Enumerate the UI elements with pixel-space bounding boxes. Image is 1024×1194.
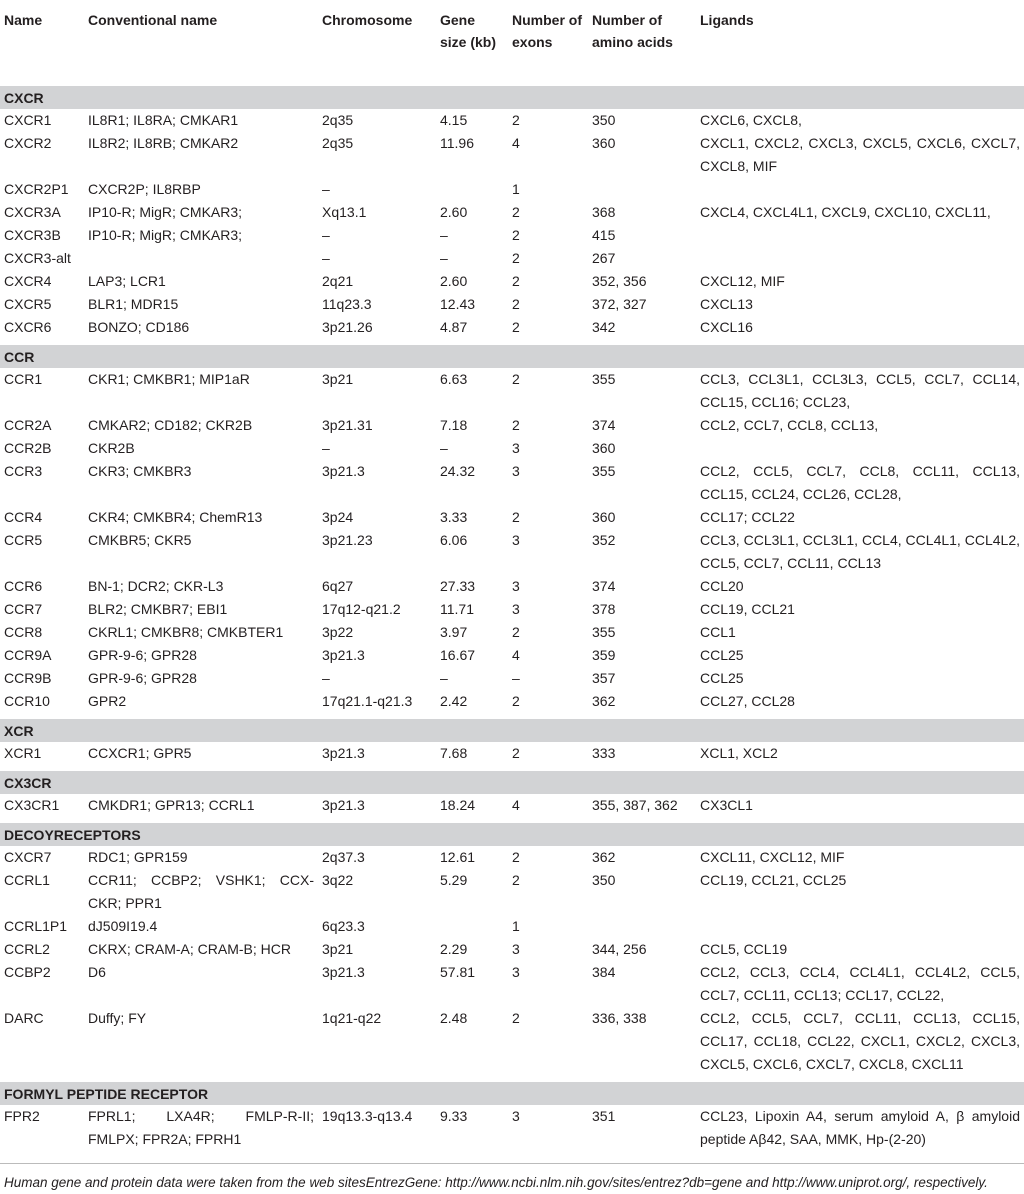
ligands-cell [696,437,1024,460]
gene-size-cell: 18.24 [440,796,476,813]
group-header-row [0,768,1024,794]
exons-cell: 3 [508,1105,588,1164]
amino-acids-cell [588,915,696,938]
table-row [0,460,1024,506]
conventional-name-cell [84,247,318,270]
name-cell: CCR4 [4,508,43,525]
exons-cell: 3 [512,963,520,980]
chromosome-cell: 3p21.26 [322,318,373,335]
amino-acids-cell: 350 [592,111,616,128]
chromosome-cell: 2q21 [322,272,354,289]
amino-acids-cell: 355 [592,623,616,640]
conventional-name-cell: IL8R2; IL8RB; CMKAR2 [88,134,239,151]
group-header-row [0,716,1024,742]
chromosome-cell: 3p24 [322,508,354,525]
ligands-cell: CCL2, CCL3, CCL4, CCL4L1, CCL4L2, CCL5, CCL7, CCL11, CCL13; CCL17, CCL22, [700,963,1020,1003]
conventional-name-cell: CKR3; CMKBR3 [88,462,192,479]
gene-size-cell: 3.97 [440,623,468,640]
gene-size-cell: 5.29 [440,871,468,888]
chromosome-cell: 2q35 [322,134,354,151]
header-chromosome: Chromosome [318,0,436,82]
exons-cell: – [512,669,520,686]
conventional-name-cell: CCXCR1; GPR5 [88,744,192,761]
table-row [0,598,1024,621]
table-row [0,224,1024,247]
exons-cell: 2 [512,871,520,888]
amino-acids-cell: 384 [592,963,616,980]
conventional-name-cell: dJ509I19.4 [88,917,158,934]
ligands-cell: CXCL11, CXCL12, MIF [700,848,845,865]
chromosome-cell: – [322,249,330,266]
table-row [0,437,1024,460]
group-title: XCR [0,716,1024,742]
ligands-cell: CCL23, Lipoxin A4, serum amyloid A, β amyloid peptide Aβ42, SAA, MMK, Hp-(2-20) [696,1105,1024,1164]
conventional-name-cell: BONZO; CD186 [88,318,190,335]
exons-cell: 2 [512,508,520,525]
exons-cell: 2 [512,318,520,335]
chromosome-cell: – [322,180,330,197]
ligands-cell: CCL17; CCL22 [700,508,795,525]
chromosome-cell: 3p21.3 [322,963,365,980]
gene-size-cell: – [440,249,448,266]
ligands-cell: CCL20 [700,577,744,594]
amino-acids-cell [588,178,696,201]
amino-acids-cell: 360 [592,439,616,456]
chromosome-cell: 2q37.3 [322,848,365,865]
name-cell: CCBP2 [4,963,51,980]
gene-size-cell: 6.63 [440,370,468,387]
name-cell: CX3CR1 [4,796,60,813]
amino-acids-cell: 372, 327 [592,295,647,312]
chromosome-cell: 19q13.3-q13.4 [318,1105,436,1164]
group-title: CCR [0,342,1024,368]
group-title: CX3CR [0,768,1024,794]
chromosome-cell: 3p21 [322,940,354,957]
amino-acids-cell: 362 [592,848,616,865]
ligands-cell: CXCL1, CXCL2, CXCL3, CXCL5, CXCL6, CXCL7, CXCL8, MIF [700,134,1020,174]
conventional-name-cell: RDC1; GPR159 [88,848,188,865]
gene-size-cell: 4.15 [440,111,468,128]
amino-acids-cell: 360 [592,134,616,151]
name-cell: CCRL1 [4,871,50,888]
amino-acids-cell: 333 [592,744,616,761]
ligands-cell: CXCL12, MIF [700,272,785,289]
ligands-cell: CCL19, CCL21 [700,600,795,617]
chromosome-cell: 3p22 [322,623,354,640]
header-ligands: Ligands [696,0,1024,82]
name-cell: CCR1 [4,370,43,387]
chromosome-cell: 1q21-q22 [322,1009,382,1026]
table-row [0,621,1024,644]
ligands-cell: CXCL13 [700,295,753,312]
name-cell: DARC [4,1009,44,1026]
gene-size-cell: 4.87 [440,318,468,335]
table-row [0,506,1024,529]
conventional-name-cell: GPR-9-6; GPR28 [88,646,197,663]
exons-cell: 1 [512,917,520,934]
name-cell: XCR1 [4,744,42,761]
conventional-name-cell: IP10-R; MigR; CMKAR3; [88,203,243,220]
gene-size-cell: 24.32 [440,462,476,479]
gene-size-cell: 2.48 [440,1009,468,1026]
gene-size-cell: 3.33 [440,508,468,525]
table-row [0,368,1024,414]
chromosome-cell: 11q23.3 [322,295,372,312]
gene-size-cell: – [440,669,448,686]
name-cell: CXCR4 [4,272,52,289]
amino-acids-cell: 357 [592,669,616,686]
gene-size-cell: 7.68 [440,744,468,761]
table-row [0,201,1024,224]
table-row [0,915,1024,938]
chromosome-cell: 17q21.1-q21.3 [322,692,413,709]
conventional-name-cell: IP10-R; MigR; CMKAR3; [88,226,243,243]
table-row [0,247,1024,270]
conventional-name-cell: CXCR2P; IL8RBP [88,180,201,197]
exons-cell: 2 [512,692,520,709]
exons-cell: 2 [512,203,520,220]
name-cell: CCR3 [4,462,43,479]
conventional-name-cell: D6 [88,963,106,980]
gene-size-cell: 7.18 [440,416,468,433]
conventional-name-cell: CKRX; CRAM-A; CRAM-B; HCR [88,940,292,957]
name-cell: CCR7 [4,600,43,617]
exons-cell: 2 [512,226,520,243]
table-row [0,644,1024,667]
gene-size-cell: 12.61 [440,848,476,865]
exons-cell: 1 [512,180,520,197]
chromosome-cell: 3p21.3 [322,646,365,663]
conventional-name-cell: BN-1; DCR2; CKR-L3 [88,577,224,594]
amino-acids-cell: 415 [592,226,616,243]
amino-acids-cell: 355 [592,370,616,387]
ligands-cell [696,247,1024,270]
name-cell: CCR9B [4,669,52,686]
table-row [0,1105,1024,1164]
amino-acids-cell: 374 [592,416,616,433]
chromosome-cell: 3q22 [322,871,354,888]
chromosome-cell: – [322,439,330,456]
table-row [0,414,1024,437]
amino-acids-cell: 336, 338 [592,1009,647,1026]
table-row [0,667,1024,690]
exons-cell: 3 [512,600,520,617]
exons-cell: 2 [512,623,520,640]
group-header-row [0,342,1024,368]
name-cell: CXCR2P1 [4,180,69,197]
conventional-name-cell: GPR-9-6; GPR28 [88,669,197,686]
amino-acids-cell: 352, 356 [592,272,647,289]
chromosome-cell: 6q27 [322,577,354,594]
table-row [0,742,1024,768]
gene-size-cell: 2.60 [440,203,468,220]
gene-size-cell: 2.60 [440,272,468,289]
name-cell: CCRL1P1 [4,917,68,934]
ligands-cell [696,178,1024,201]
table-body [0,82,1024,1163]
ligands-cell: CCL25 [700,646,744,663]
table-row [0,109,1024,132]
exons-cell: 2 [512,249,520,266]
name-cell: CCR5 [4,531,43,548]
group-header-row [0,82,1024,109]
amino-acids-cell: 355, 387, 362 [592,796,678,813]
name-cell: FPR2 [0,1105,84,1164]
ligands-cell: CCL3, CCL3L1, CCL3L3, CCL5, CCL7, CCL14, CCL15, CCL16; CCL23, [700,370,1020,410]
chromosome-cell: 3p21.3 [322,462,365,479]
group-title: FORMYL PEPTIDE RECEPTOR [0,1079,1024,1105]
table-row [0,132,1024,178]
chromosome-cell: – [322,669,330,686]
gene-size-cell: – [440,439,448,456]
table-row [0,961,1024,1007]
table-row [0,938,1024,961]
exons-cell: 3 [512,531,520,548]
ligands-cell: CCL25 [700,669,744,686]
table-row [0,270,1024,293]
ligands-cell: CCL27, CCL28 [700,692,795,709]
amino-acids-cell: 378 [592,600,616,617]
gene-size-cell: 2.29 [440,940,468,957]
chromosome-cell: 3p21.31 [322,416,373,433]
table-row [0,846,1024,869]
chromosome-cell: – [322,226,330,243]
exons-cell: 3 [512,940,520,957]
gene-size-cell: 11.71 [440,600,474,617]
ligands-cell: CCL2, CCL5, CCL7, CCL8, CCL11, CCL13, CCL15, CCL24, CCL26, CCL28, [700,462,1020,502]
conventional-name-cell: CKR4; CMKBR4; ChemR13 [88,508,263,525]
ligands-cell: CXCL16 [700,318,753,335]
gene-size-cell [436,915,508,938]
table-row [0,293,1024,316]
table-row [0,1007,1024,1079]
conventional-name-cell: CMKDR1; GPR13; CCRL1 [88,796,255,813]
amino-acids-cell: 362 [592,692,616,709]
amino-acids-cell: 344, 256 [592,940,647,957]
conventional-name-cell: CCR11; CCBP2; VSHK1; CCX-CKR; PPR1 [88,871,314,911]
gene-size-cell [436,178,508,201]
name-cell: CXCR3A [4,203,61,220]
amino-acids-cell: 350 [592,871,616,888]
table-row [0,529,1024,575]
ligands-cell: CCL5, CCL19 [700,940,788,957]
table-row [0,869,1024,915]
chromosome-cell: 3p21 [322,370,354,387]
exons-cell: 3 [512,462,520,479]
ligands-cell: CCL1 [700,623,736,640]
exons-cell: 3 [512,439,520,456]
gene-size-cell: 2.42 [440,692,468,709]
group-header-row [0,1079,1024,1105]
name-cell: CXCR5 [4,295,52,312]
header-name: Name [0,0,84,82]
amino-acids-cell: 355 [592,462,616,479]
conventional-name-cell: FPRL1; LXA4R; FMLP-R-II; FMLPX; FPR2A; FPRH1 [84,1105,318,1164]
name-cell: CCR2B [4,439,52,456]
conventional-name-cell: Duffy; FY [88,1009,147,1026]
conventional-name-cell: CMKBR5; CKR5 [88,531,192,548]
ligands-cell: CCL19, CCL21, CCL25 [700,871,847,888]
table-footnote: Human gene and protein data were taken from the web sitesEntrezGene: http://www.ncbi.nlm.nih.gov/sites/entrez?db=gene and http://www.uniprot.org/, respectively. [4,1174,988,1190]
header-amino-acids: Number of amino acids [588,0,696,82]
table-row [0,690,1024,716]
conventional-name-cell: GPR2 [88,692,127,709]
ligands-cell: XCL1, XCL2 [700,744,778,761]
conventional-name-cell: BLR2; CMKBR7; EBI1 [88,600,228,617]
exons-cell: 4 [512,796,520,813]
table-row [0,575,1024,598]
chromosome-cell: Xq13.1 [322,203,367,220]
conventional-name-cell: CKRL1; CMKBR8; CMKBTER1 [88,623,284,640]
amino-acids-cell: 352 [592,531,616,548]
name-cell: CCRL2 [4,940,50,957]
group-title: DECOYRECEPTORS [0,820,1024,846]
amino-acids-cell: 351 [588,1105,696,1164]
amino-acids-cell: 374 [592,577,616,594]
amino-acids-cell: 342 [592,318,616,335]
table-row [0,316,1024,342]
name-cell: CXCR7 [4,848,52,865]
amino-acids-cell: 368 [592,203,616,220]
gene-size-cell: 27.33 [440,577,476,594]
gene-size-cell: 16.67 [440,646,476,663]
conventional-name-cell: IL8R1; IL8RA; CMKAR1 [88,111,239,128]
conventional-name-cell: CMKAR2; CD182; CKR2B [88,416,253,433]
exons-cell: 4 [512,134,520,151]
exons-cell: 2 [512,370,520,387]
group-title: CXCR [0,82,1024,109]
name-cell: CCR10 [4,692,50,709]
name-cell: CCR9A [4,646,52,663]
conventional-name-cell: LAP3; LCR1 [88,272,166,289]
ligands-cell: CCL2, CCL5, CCL7, CCL11, CCL13, CCL15, CCL17, CCL18, CCL22, CXCL1, CXCL2, CXCL3, CXCL5, CXCL6, CXCL7, CXCL8, CXCL11 [700,1009,1020,1072]
group-header-row [0,820,1024,846]
exons-cell: 4 [512,646,520,663]
ligands-cell: CCL3, CCL3L1, CCL3L1, CCL4, CCL4L1, CCL4L2, CCL5, CCL7, CCL11, CCL13 [700,531,1020,571]
name-cell: CXCR2 [4,134,52,151]
conventional-name-cell: BLR1; MDR15 [88,295,179,312]
chromosome-cell: 2q35 [322,111,354,128]
ligands-cell: CX3CL1 [700,796,753,813]
name-cell: CXCR3-alt [4,249,71,266]
exons-cell: 2 [512,416,520,433]
name-cell: CXCR3B [4,226,61,243]
header-exons: Number of exons [508,0,588,82]
ligands-cell: CXCL4, CXCL4L1, CXCL9, CXCL10, CXCL11, [700,203,991,220]
gene-size-cell: 12.43 [440,295,476,312]
ligands-cell: CCL2, CCL7, CCL8, CCL13, [700,416,879,433]
amino-acids-cell: 359 [592,646,616,663]
conventional-name-cell: CKR1; CMKBR1; MIP1aR [88,370,250,387]
gene-size-cell: 57.81 [440,963,476,980]
ligands-cell: CXCL6, CXCL8, [700,111,802,128]
ligands-cell [696,224,1024,247]
name-cell: CCR8 [4,623,43,640]
gene-size-cell: 11.96 [440,134,474,151]
exons-cell: 2 [512,272,520,289]
gene-size-cell: 9.33 [436,1105,508,1164]
exons-cell: 2 [512,1009,520,1026]
chromosome-cell: 3p21.23 [322,531,373,548]
name-cell: CXCR1 [4,111,52,128]
chromosome-cell: 3p21.3 [322,796,365,813]
conventional-name-cell: CKR2B [88,439,135,456]
name-cell: CCR6 [4,577,43,594]
amino-acids-cell: 267 [592,249,616,266]
name-cell: CXCR6 [4,318,52,335]
amino-acids-cell: 360 [592,508,616,525]
exons-cell: 2 [512,848,520,865]
name-cell: CCR2A [4,416,52,433]
header-gene-size: Gene size (kb) [436,0,508,82]
chromosome-cell: 17q12-q21.2 [322,600,401,617]
chromosome-cell: 3p21.3 [322,744,365,761]
table-row [0,794,1024,820]
exons-cell: 2 [512,744,520,761]
header-conventional-name: Conventional name [84,0,318,82]
gene-size-cell: – [440,226,448,243]
table-header [0,0,1024,82]
table-row [0,178,1024,201]
exons-cell: 3 [512,577,520,594]
exons-cell: 2 [512,111,520,128]
exons-cell: 2 [512,295,520,312]
chromosome-cell: 6q23.3 [322,917,365,934]
ligands-cell [696,915,1024,938]
gene-size-cell: 6.06 [440,531,468,548]
